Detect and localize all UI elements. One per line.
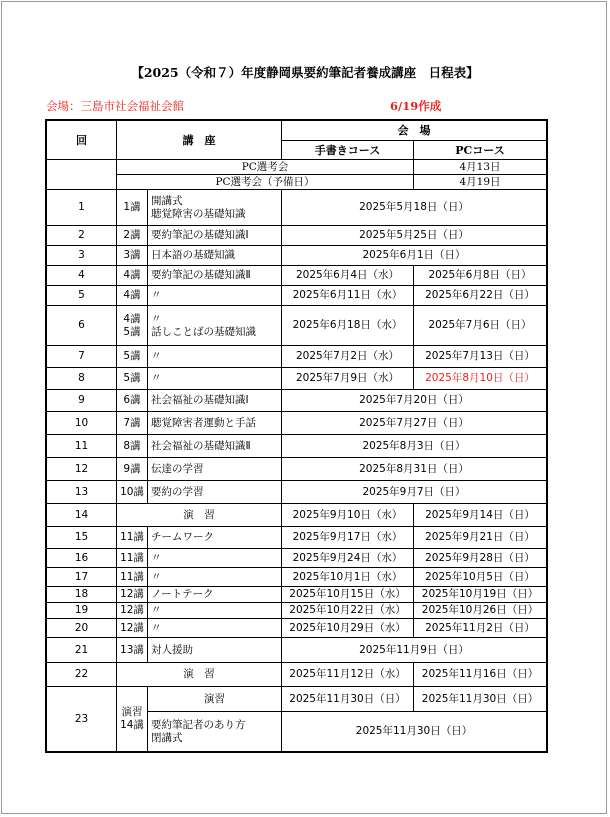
pc-exam-row <box>47 175 547 190</box>
tegaki-date: 2025年10月15日（水） <box>282 587 414 603</box>
session-number: 18 <box>47 587 117 603</box>
lecture-name: チームワーク <box>148 527 282 549</box>
tegaki-date: 2025年10月29日（水） <box>282 619 414 638</box>
lecture-number: 5講 <box>117 346 148 368</box>
tegaki-date: 2025年11月30日（日） <box>282 687 414 712</box>
header-kouza: 講 座 <box>117 121 282 160</box>
session-number: 6 <box>47 306 117 346</box>
schedule-table <box>46 120 547 752</box>
table-row <box>47 527 547 549</box>
pc-date: 2025年7月13日（日） <box>414 346 547 368</box>
table-row <box>47 412 547 435</box>
session-date: 2025年8月31日（日） <box>282 458 547 481</box>
pc-date: 2025年9月28日（日） <box>414 549 547 568</box>
pc-exam-date: 4月13日 <box>414 160 547 175</box>
lecture-name: 〃 <box>148 368 282 390</box>
lecture-name: 伝達の学習 <box>148 458 282 481</box>
session-number: 17 <box>47 568 117 587</box>
pc-exam-date: 4月19日 <box>414 175 547 190</box>
tegaki-date: 2025年6月4日（水） <box>282 266 414 286</box>
session-number: 23 <box>47 687 117 752</box>
table-row <box>47 638 547 663</box>
pc-exam-row <box>47 160 547 175</box>
lecture-name: 〃 <box>148 549 282 568</box>
lecture-number: 4講 <box>117 266 148 286</box>
document-title: 【2025（令和７）年度静岡県要約筆記者養成講座 日程表】 <box>131 65 479 80</box>
lecture-name: 要約の学習 <box>148 481 282 504</box>
table-row <box>47 226 547 246</box>
tegaki-date: 2025年9月17日（水） <box>282 527 414 549</box>
table-row <box>47 306 547 346</box>
session-number: 20 <box>47 619 117 638</box>
lecture-name: 〃 <box>148 568 282 587</box>
session-number: 8 <box>47 368 117 390</box>
pc-date: 2025年11月2日（日） <box>414 619 547 638</box>
practice-label: 演 習 <box>117 504 282 527</box>
lecture-number: 9講 <box>117 458 148 481</box>
pc-date: 2025年6月8日（日） <box>414 266 547 286</box>
session-date: 2025年11月9日（日） <box>282 638 547 663</box>
table-row <box>47 390 547 412</box>
lecture-number: 4講 5講 <box>117 306 148 346</box>
session-number: 2 <box>47 226 117 246</box>
session-number: 1 <box>47 190 117 226</box>
header-kaijo: 会 場 <box>282 121 547 141</box>
session-number: 21 <box>47 638 117 663</box>
lecture-number: 2講 <box>117 226 148 246</box>
session-date: 2025年7月20日（日） <box>282 390 547 412</box>
lecture-name: 要約筆記の基礎知識Ⅱ <box>148 266 282 286</box>
session-number: 15 <box>47 527 117 549</box>
lecture-number: 4講 <box>117 286 148 306</box>
practice-label: 演習 <box>148 687 282 712</box>
session-date: 2025年5月25日（日） <box>282 226 547 246</box>
lecture-name: 〃 <box>148 603 282 619</box>
session-date: 2025年6月1日（日） <box>282 246 547 266</box>
session-number: 16 <box>47 549 117 568</box>
lecture-number: 11講 <box>117 568 148 587</box>
lecture-name: 社会福祉の基礎知識Ⅰ <box>148 390 282 412</box>
lecture-name: 日本語の基礎知識 <box>148 246 282 266</box>
lecture-name: 対人援助 <box>148 638 282 663</box>
session-date: 2025年8月3日（日） <box>282 435 547 458</box>
table-row <box>47 619 547 638</box>
session-number: 12 <box>47 458 117 481</box>
lecture-name: 〃 <box>148 286 282 306</box>
tegaki-date: 2025年11月12日（水） <box>282 663 414 687</box>
session-number: 3 <box>47 246 117 266</box>
session-number: 11 <box>47 435 117 458</box>
lecture-number: 11講 <box>117 527 148 549</box>
table-row <box>47 346 547 368</box>
table-row <box>47 603 547 619</box>
table-row <box>47 266 547 286</box>
tegaki-date: 2025年10月22日（水） <box>282 603 414 619</box>
session-number: 19 <box>47 603 117 619</box>
pc-date: 2025年10月26日（日） <box>414 603 547 619</box>
session-date: 2025年9月7日（日） <box>282 481 547 504</box>
lecture-number: 12講 <box>117 603 148 619</box>
lecture-name: 開講式 聴覚障害の基礎知識 <box>148 190 282 226</box>
lecture-number: 1講 <box>117 190 148 226</box>
header-kai: 回 <box>47 121 117 160</box>
session-number: 13 <box>47 481 117 504</box>
session-number: 22 <box>47 663 117 687</box>
tegaki-date: 2025年9月10日（水） <box>282 504 414 527</box>
venue-note: 会場：三島市社会福祉会館 <box>46 99 184 113</box>
session-date: 2025年7月27日（日） <box>282 412 547 435</box>
pc-date: 2025年9月21日（日） <box>414 527 547 549</box>
lecture-number: 12講 <box>117 587 148 603</box>
pc-date-highlighted: 2025年8月10日（日） <box>414 368 547 390</box>
created-date-note: 6/19作成 <box>390 99 442 113</box>
header-pc-course: PCコース <box>414 141 547 160</box>
table-row <box>47 549 547 568</box>
tegaki-date: 2025年10月1日（水） <box>282 568 414 587</box>
header-row <box>47 121 547 141</box>
table-row <box>47 368 547 390</box>
tegaki-date: 2025年7月9日（水） <box>282 368 414 390</box>
pc-date: 2025年7月6日（日） <box>414 306 547 346</box>
lecture-name: 要約筆記者のあり方 閉講式 <box>148 712 282 752</box>
session-number: 5 <box>47 286 117 306</box>
lecture-name: ノートテーク <box>148 587 282 603</box>
pc-date: 2025年6月22日（日） <box>414 286 547 306</box>
tegaki-date: 2025年7月2日（水） <box>282 346 414 368</box>
session-number: 14 <box>47 504 117 527</box>
pc-date: 2025年10月5日（日） <box>414 568 547 587</box>
lecture-name: 〃 <box>148 346 282 368</box>
lecture-number: 8講 <box>117 435 148 458</box>
pc-exam-label: PC選考会（予備日） <box>117 175 414 190</box>
pc-date: 2025年9月14日（日） <box>414 504 547 527</box>
header-tegaki-course: 手書きコース <box>282 141 414 160</box>
lecture-number: 10講 <box>117 481 148 504</box>
lecture-number: 13講 <box>117 638 148 663</box>
pc-exam-label: PC選考会 <box>117 160 414 175</box>
table-row <box>47 435 547 458</box>
lecture-number: 12講 <box>117 619 148 638</box>
table-row <box>47 246 547 266</box>
lecture-number: 演習 14講 <box>117 687 148 752</box>
table-row <box>47 504 547 527</box>
table-row <box>47 568 547 587</box>
lecture-name: 〃 <box>148 619 282 638</box>
tegaki-date: 2025年9月24日（水） <box>282 549 414 568</box>
lecture-number: 7講 <box>117 412 148 435</box>
session-number: 9 <box>47 390 117 412</box>
lecture-number: 6講 <box>117 390 148 412</box>
tegaki-date: 2025年6月11日（水） <box>282 286 414 306</box>
table-row <box>47 587 547 603</box>
table-row <box>47 190 547 226</box>
pc-date: 2025年11月30日（日） <box>414 687 547 712</box>
session-number: 7 <box>47 346 117 368</box>
lecture-number: 11講 <box>117 549 148 568</box>
session-number: 10 <box>47 412 117 435</box>
table-row <box>47 481 547 504</box>
pc-date: 2025年11月16日（日） <box>414 663 547 687</box>
tegaki-date: 2025年6月18日（水） <box>282 306 414 346</box>
table-row <box>47 687 547 712</box>
lecture-name: 〃 話しことばの基礎知識 <box>148 306 282 346</box>
lecture-name: 社会福祉の基礎知識Ⅱ <box>148 435 282 458</box>
lecture-number: 5講 <box>117 368 148 390</box>
practice-label: 演 習 <box>117 663 282 687</box>
table-row <box>47 663 547 687</box>
lecture-number: 3講 <box>117 246 148 266</box>
table-row <box>47 458 547 481</box>
session-number: 4 <box>47 266 117 286</box>
table-row <box>47 286 547 306</box>
pc-date: 2025年10月19日（日） <box>414 587 547 603</box>
session-date: 2025年5月18日（日） <box>282 190 547 226</box>
lecture-name: 聴覚障害者運動と手話 <box>148 412 282 435</box>
lecture-name: 要約筆記の基礎知識Ⅰ <box>148 226 282 246</box>
session-date: 2025年11月30日（日） <box>282 712 547 752</box>
